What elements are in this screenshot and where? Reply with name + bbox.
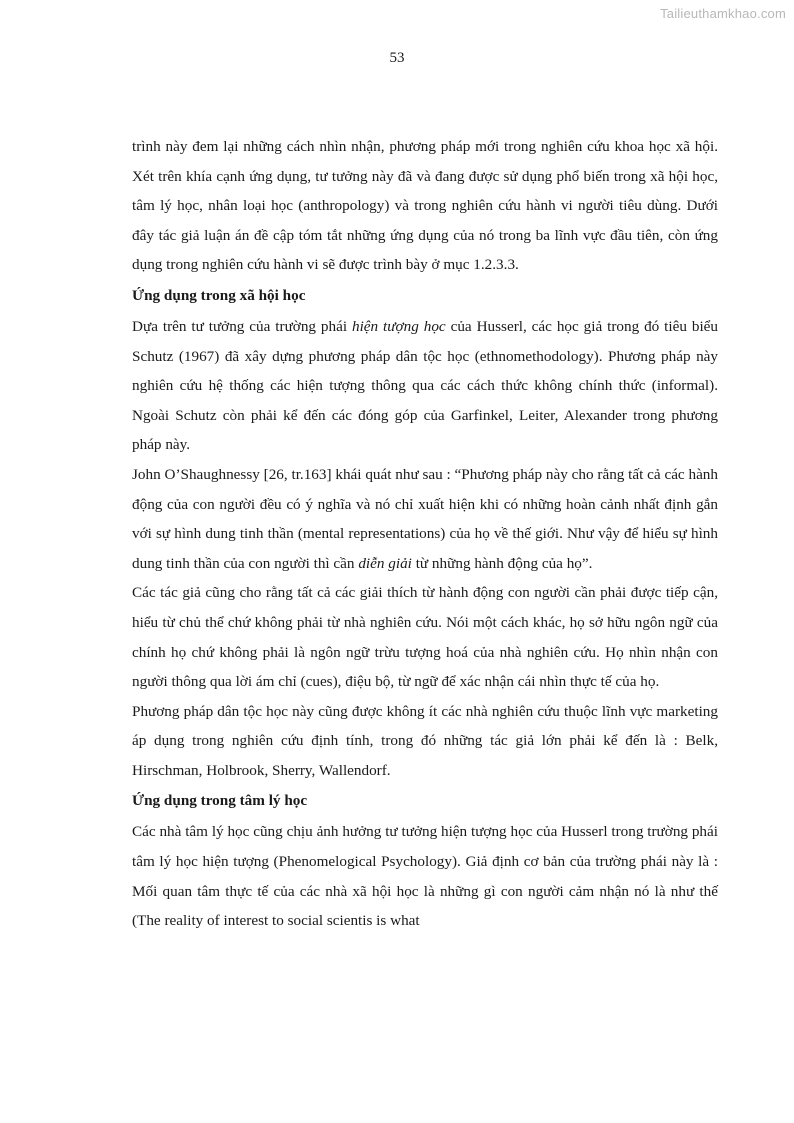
- document-body: [132, 132, 718, 936]
- text-run: từ những hành động của họ”.: [411, 554, 593, 572]
- paragraph-quote: [132, 460, 718, 578]
- paragraph-ethnomethodology: [132, 312, 718, 460]
- paragraph-psychology: Các nhà tâm lý học cũng chịu ảnh hưởng tư tưởng hiện tượng học của Husserl trong trường phái tâm lý học hiện tượng (Phenomelogical Psychology). Giả định cơ bản của trường phái này là : Mối quan tâm thực tế của các nhà xã hội học là những gì con người cảm nhận nó là như thế (The reality of interest to social scientis is what: [132, 823, 718, 930]
- paragraph-subject-language: Các tác giả cũng cho rằng tất cả các giải thích từ hành động con người cần phải được tiếp cận, hiểu từ chủ thể chứ không phải từ nhà nghiên cứu. Nói một cách khác, họ sở hữu ngôn ngữ của chính họ chứ không phải là ngôn ngữ trừu tượng hoá của nhà nghiên cứu. Họ nhìn nhận con người thông qua lời ám chỉ (cues), điệu bộ, từ ngữ để xác nhận cái nhìn thực tế của họ.: [132, 584, 718, 691]
- page-number: 53: [389, 50, 405, 66]
- section-heading-psychology: Ứng dụng trong tâm lý học: [132, 792, 308, 810]
- emphasis-text: hiện tượng học: [351, 317, 446, 335]
- text-run: Dựa trên tư tưởng của trường phái: [132, 317, 352, 335]
- paragraph-marketing: Phương pháp dân tộc học này cũng được không ít các nhà nghiên cứu thuộc lĩnh vực marketing áp dụng trong nghiên cứu định tính, trong đó những tác giả lớn phải kể đến là : Belk, Hirschman, Holbrook, Sherry, Wallendorf.: [132, 702, 718, 779]
- watermark: Tailieuthamkhao.com: [660, 6, 786, 21]
- text-run: John O’Shaughnessy [26, tr.163] khái quát như sau : “Phương pháp này cho rằng tất cả các hành động của con người đều có ý nghĩa và nó chỉ xuất hiện khi có những hoàn cảnh nhất định gắn với sự hình dung tinh thần (mental representations) của họ về thế giới. Như vậy để hiểu sự hình dung tinh thần của con người thì cần: [132, 465, 718, 572]
- section-heading-sociology: Ứng dụng trong xã hội học: [132, 286, 306, 304]
- paragraph-intro: trình này đem lại những cách nhìn nhận, phương pháp mới trong nghiên cứu khoa học xã hội. Xét trên khía cạnh ứng dụng, tư tưởng này đã và đang được sử dụng phổ biến trong xã hội học, tâm lý học, nhân loại học (anthropology) và trong nghiên cứu hành vi người tiêu dùng. Dưới đây tác giả luận án đề cập tóm tắt những ứng dụng của nó trong ba lĩnh vực đầu tiên, còn ứng dụng trong nghiên cứu hành vi sẽ được trình bày ở mục 1.2.3.3.: [132, 138, 718, 274]
- emphasis-text: diễn giải: [358, 554, 412, 572]
- text-run: của Husserl, các học giả trong đó tiêu biểu Schutz (1967) đã xây dựng phương pháp dân tộc học (ethnomethodology). Phương pháp này nghiên cứu hệ thống các hiện tượng thông qua các cách thức không chính thức (informal). Ngoài Schutz còn phải kể đến các đóng góp của Garfinkel, Leiter, Alexander trong phương pháp này.: [132, 317, 719, 454]
